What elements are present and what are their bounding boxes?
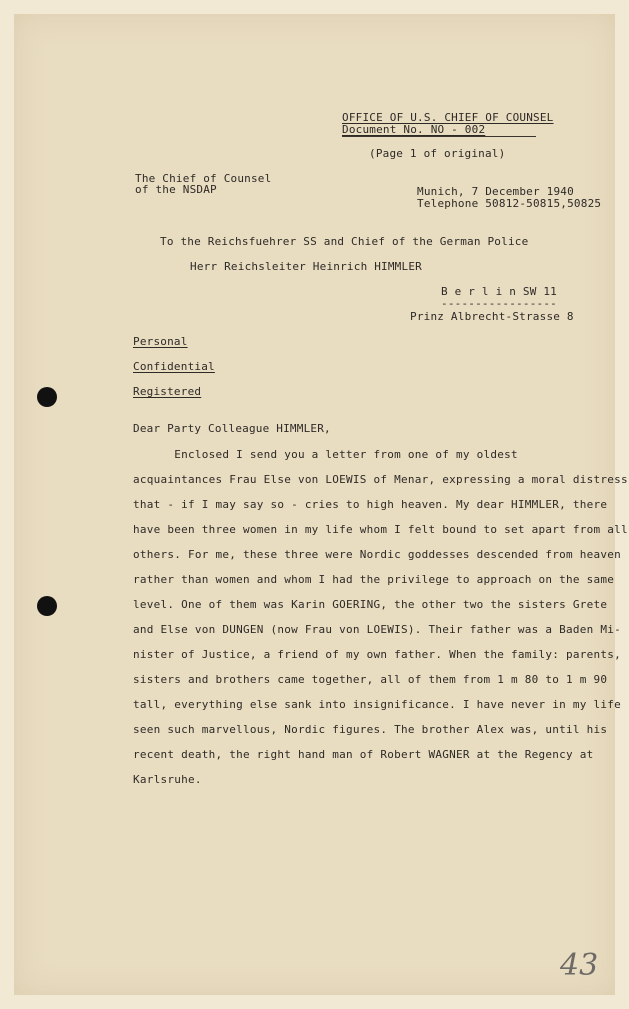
body-line: rather than women and whom I had the privilege to approach on the same <box>133 573 615 586</box>
body-line: that - if I may say so - cries to high heaven. My dear HIMMLER, there <box>133 498 608 511</box>
address-dashes: ----------------- <box>441 297 557 310</box>
salutation: Dear Party Colleague HIMMLER, <box>133 422 331 435</box>
body-line: acquaintances Frau Else von LOEWIS of Menar, expressing a moral distress <box>133 473 628 486</box>
marking-confidential: Confidential <box>133 360 215 373</box>
recipient-name: Herr Reichsleiter Heinrich HIMMLER <box>190 260 422 273</box>
marking-personal: Personal <box>133 335 188 348</box>
page-note: (Page 1 of original) <box>369 147 506 160</box>
body-line: nister of Justice, a friend of my own father. When the family: parents, <box>133 648 621 661</box>
header-underline <box>342 136 536 137</box>
recipient-title: To the Reichsfuehrer SS and Chief of the German Police <box>160 235 529 248</box>
body-line: tall, everything else sank into insignificance. I have never in my life <box>133 698 621 711</box>
telephone-line: Telephone 50812-50815,50825 <box>417 197 602 210</box>
punch-hole-bottom <box>37 596 57 616</box>
document-number: Document No. NO - 002 <box>342 123 486 136</box>
body-line: recent death, the right hand man of Robert WAGNER at the Regency at <box>133 748 594 761</box>
address-city: B e r l i n SW 11 <box>441 285 557 298</box>
punch-hole-top <box>37 387 57 407</box>
body-line: others. For me, these three were Nordic goddesses descended from heaven <box>133 548 621 561</box>
body-line: Karlsruhe. <box>133 773 202 786</box>
sender-org: of the NSDAP <box>135 183 217 196</box>
body-line: have been three women in my life whom I felt bound to set apart from all <box>133 523 628 536</box>
body-line: seen such marvellous, Nordic figures. The brother Alex was, until his <box>133 723 608 736</box>
page-number: 43 <box>560 948 599 983</box>
office-header: OFFICE OF U.S. CHIEF OF COUNSEL <box>342 111 554 124</box>
body-line: level. One of them was Karin GOERING, the other two the sisters Grete <box>133 598 608 611</box>
address-street: Prinz Albrecht-Strasse 8 <box>410 310 574 323</box>
body-line: Enclosed I send you a letter from one of my oldest <box>133 448 518 461</box>
marking-registered: Registered <box>133 385 202 398</box>
body-line: sisters and brothers came together, all of them from 1 m 80 to 1 m 90 <box>133 673 608 686</box>
date-line: Munich, 7 December 1940 <box>417 185 574 198</box>
body-line: and Else von DUNGEN (now Frau von LOEWIS). Their father was a Baden Mi- <box>133 623 621 636</box>
sender-title: The Chief of Counsel <box>135 172 272 185</box>
